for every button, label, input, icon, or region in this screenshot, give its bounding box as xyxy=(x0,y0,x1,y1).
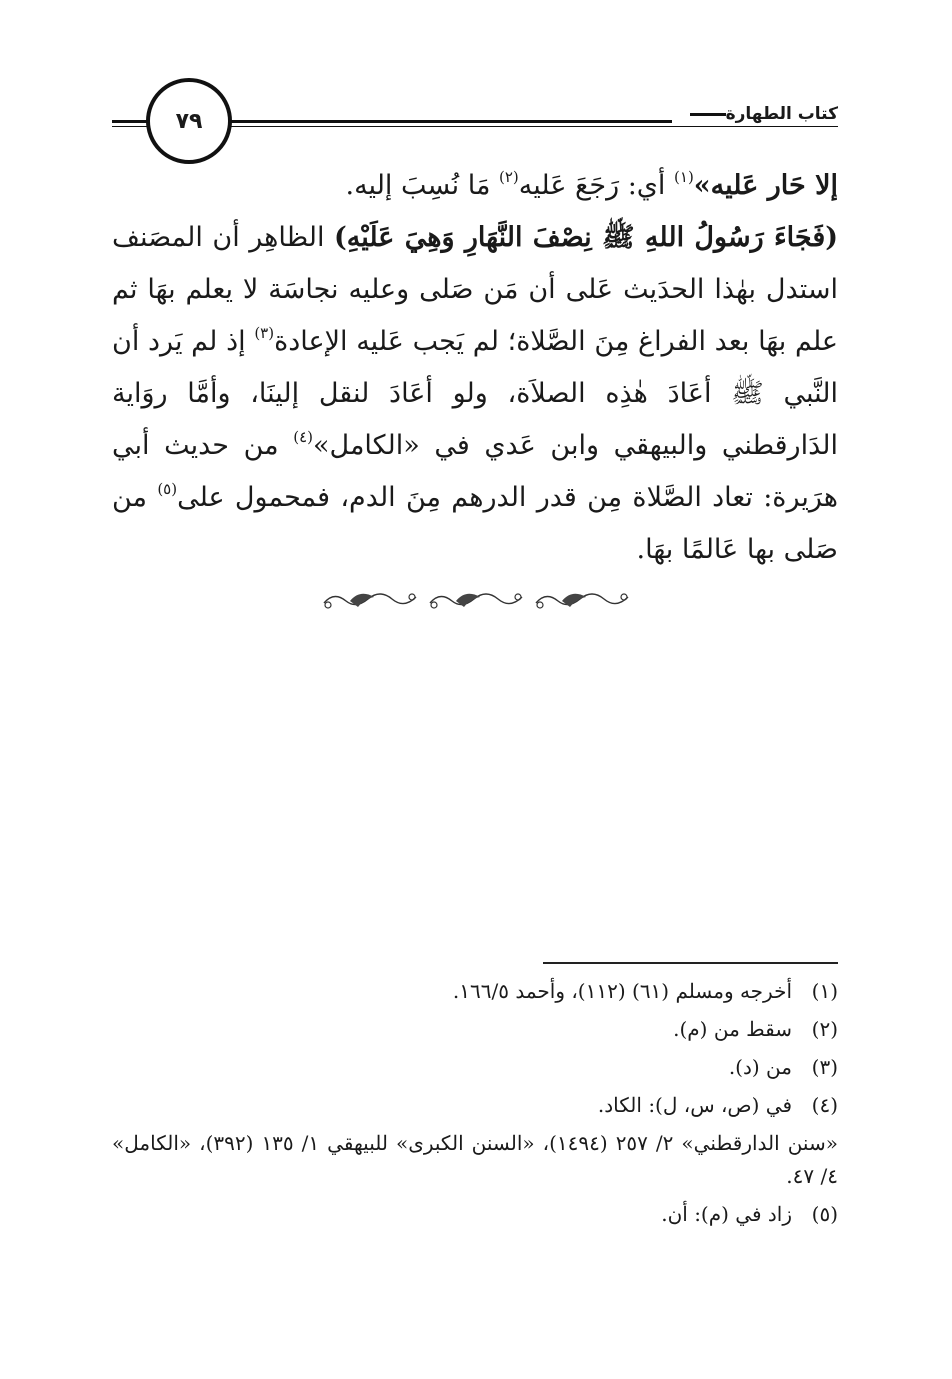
footnotes xyxy=(112,975,838,1236)
paragraph-text: مَا نُسِبَ إليه. xyxy=(345,170,499,201)
footnote-number: (٣) xyxy=(811,1055,838,1079)
hadith-quote: إلا حَار عَليه» xyxy=(693,170,838,201)
paragraph-text: الظاهِر أن المصَنف استدل بهٰذا الحدَيث عَلى أن مَن صَلى وعليه نجاسَة لا يعلم بهَا ثم علم بهَا بعد الفراغ مِنَ الصَّلاة؛ لم يَجب عَليه الإعادة xyxy=(112,222,838,357)
hadith-quote: (فَجَاءَ رَسُولُ اللهِ ﷺ نِصْفَ النَّهَارِ وَهِيَ عَلَيْهِ) xyxy=(333,222,838,253)
footnote-1 xyxy=(112,975,838,1008)
footnote-text: زاد في (م): أن. xyxy=(661,1202,792,1226)
paragraph-text: أي: رَجَعَ عَليه xyxy=(518,170,675,201)
ornament-divider xyxy=(320,585,632,615)
ornament-icon xyxy=(426,585,526,615)
footnote-text: سقط من (م). xyxy=(673,1017,792,1041)
footnote-number: (٤) xyxy=(811,1093,838,1117)
footnote-text: في (ص، س، ل): الكاد. xyxy=(597,1093,792,1117)
footnote-number: (٥) xyxy=(811,1202,838,1226)
footnote-ref-2: (٢) xyxy=(498,168,519,186)
footnote-number: (٢) xyxy=(811,1017,838,1041)
footnote-ref-3: (٣) xyxy=(254,324,275,342)
title-dash xyxy=(690,113,726,116)
paragraph-text: إذ لم يَرد أن النَّبي ﷺ أعَادَ هٰذِه الصلاَة، ولو أعَادَ لنقل إلينَا، وأمَّا روَاية الدَارقطني والبيهقي وابن عَدي في «الكامل» xyxy=(112,326,838,461)
body-text xyxy=(112,160,838,576)
footnote-ref-4: (٤) xyxy=(293,428,313,446)
footnote-ref-5: (٥) xyxy=(157,480,178,498)
footnote-ref-1: (١) xyxy=(674,168,694,186)
ornament-icon xyxy=(320,585,420,615)
footnote-text: أخرجه ومسلم (٦١) (١١٢)، وأحمد ١٦٦/٥. xyxy=(452,979,792,1003)
footnote-2 xyxy=(112,1013,838,1046)
paragraph-1 xyxy=(112,160,838,212)
chapter-title-text: كتاب الطهارة xyxy=(725,104,838,124)
footnote-text: من (د). xyxy=(728,1055,792,1079)
paragraph-text: من صَلى بها عَالمًا بهَا. xyxy=(112,482,838,565)
footnote-4 xyxy=(112,1089,838,1122)
footnote-number: (١) xyxy=(811,979,838,1003)
footnote-separator xyxy=(543,962,838,964)
footnote-5 xyxy=(112,1198,838,1231)
paragraph-text: من حديث أبي هرَيرة: تعاد الصَّلاة مِن قدر الدرهم مِنَ الدم، فمحمول على xyxy=(112,430,838,513)
footnote-4-continuation: «سنن الدارقطني» ٢/ ٢٥٧ (١٤٩٤)، «السنن الكبرى» للبيهقي ١/ ١٣٥ (٣٩٢)، «الكامل» ٤/ ٤٧. xyxy=(112,1131,838,1188)
page-number: ٧٩ xyxy=(146,78,232,164)
paragraph-2 xyxy=(112,212,838,576)
ornament-icon xyxy=(532,585,632,615)
chapter-title xyxy=(672,104,838,124)
footnote-3 xyxy=(112,1051,838,1084)
